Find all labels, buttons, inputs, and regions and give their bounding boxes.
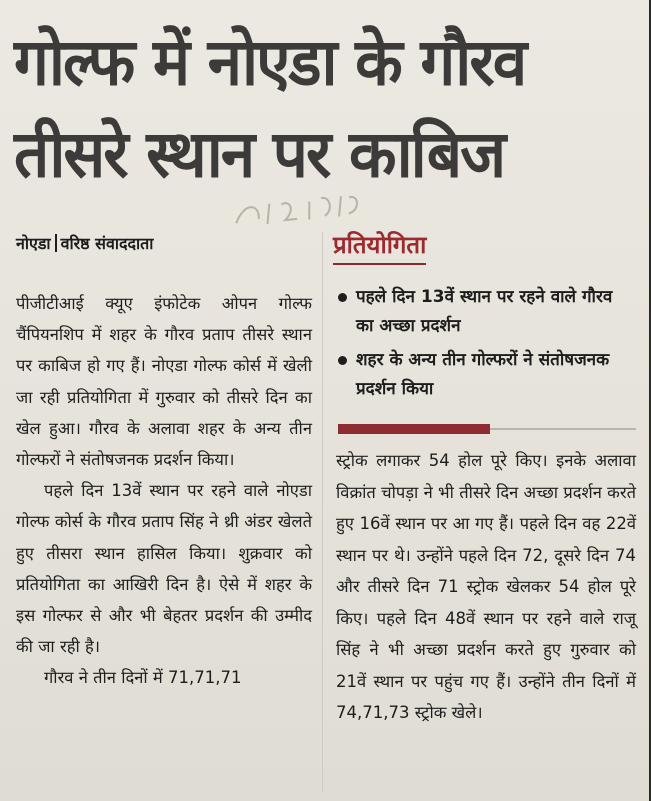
headline-line-2: तीसरे स्थान पर काबिज bbox=[14, 115, 505, 193]
left-paragraph-3: गौरव ने तीन दिनों में 71,71,71 bbox=[44, 668, 242, 688]
byline-author: वरिष्ठ संवाददाता bbox=[60, 234, 154, 253]
accent-rule bbox=[338, 424, 490, 434]
bullet-icon bbox=[338, 293, 347, 302]
byline bbox=[16, 232, 316, 254]
bullet-icon bbox=[338, 356, 347, 365]
highlight-item bbox=[336, 346, 626, 404]
byline-place: नोएडा bbox=[16, 234, 51, 253]
highlight-text: पहले दिन 13वें स्थान पर रहने वाले गौरव का अच्छा प्रदर्शन bbox=[356, 287, 613, 336]
right-paragraph-1: स्ट्रोक लगाकर 54 होल पूरे किए। इनके अलावा विक्रांत चोपड़ा ने भी तीसरे दिन अच्छा प्रदर्शन करते हुए 16वें स्थान पर आ गए हैं। पहले दिन वह 22वें स्थान पर थे। उन्होंने पहले दिन 72, दूसरे दिन 74 और तीसरे दिन 71 स्ट्रोक खेलकर 54 होल पूरे किए। पहले दिन 48वें स्थान पर रहने वाले राजू सिंह ने भी अच्छा प्रदर्शन करते हुए गुरुवार को 21वें स्थान पर पहुंच गए हैं। उन्होंने तीन दिनों में 74,71,73 स्ट्रोक खेले। bbox=[336, 451, 636, 722]
left-paragraph-1: पीजीटीआई क्यूए इंफोटेक ओपन गोल्फ चैंपियनशिप में शहर के गौरव प्रताप तीसरे स्थान पर काबिज हो गए हैं। नोएडा गोल्फ कोर्स में खेली जा रही प्रतियोगिता में गुरुवार को तीसरे दिन का खेल हुआ। गौरव के अलावा शहर के अन्य तीन गोल्फरों ने संतोषजनक प्रदर्शन किया। bbox=[16, 294, 312, 470]
highlight-item bbox=[336, 283, 626, 341]
headline-line-1: गोल्फ में नोएडा के गौरव bbox=[14, 23, 526, 101]
column-divider bbox=[322, 232, 323, 792]
divider-rule bbox=[490, 428, 636, 430]
highlight-text: शहर के अन्य तीन गोल्फरों ने संतोषजनक प्रदर्शन किया bbox=[356, 350, 610, 399]
article-right-column bbox=[336, 445, 636, 729]
byline-separator bbox=[55, 234, 57, 252]
left-paragraph-2: पहले दिन 13वें स्थान पर रहने वाले नोएडा गोल्फ कोर्स के गौरव प्रताप सिंह ने थ्री अंडर खेलते हुए तीसरा स्थान हासिल किया। शुक्रवार को प्रतियोगिता का आखिरी दिन है। ऐसे में शहर के इस गोल्फर से और भी बेहतर प्रदर्शन की उम्मीद की जा रही है। bbox=[16, 481, 312, 657]
article-left-column bbox=[16, 288, 312, 694]
highlights-list bbox=[336, 283, 626, 409]
headline bbox=[14, 14, 639, 198]
sidebar-box-title: प्रतियोगिता bbox=[333, 228, 426, 265]
